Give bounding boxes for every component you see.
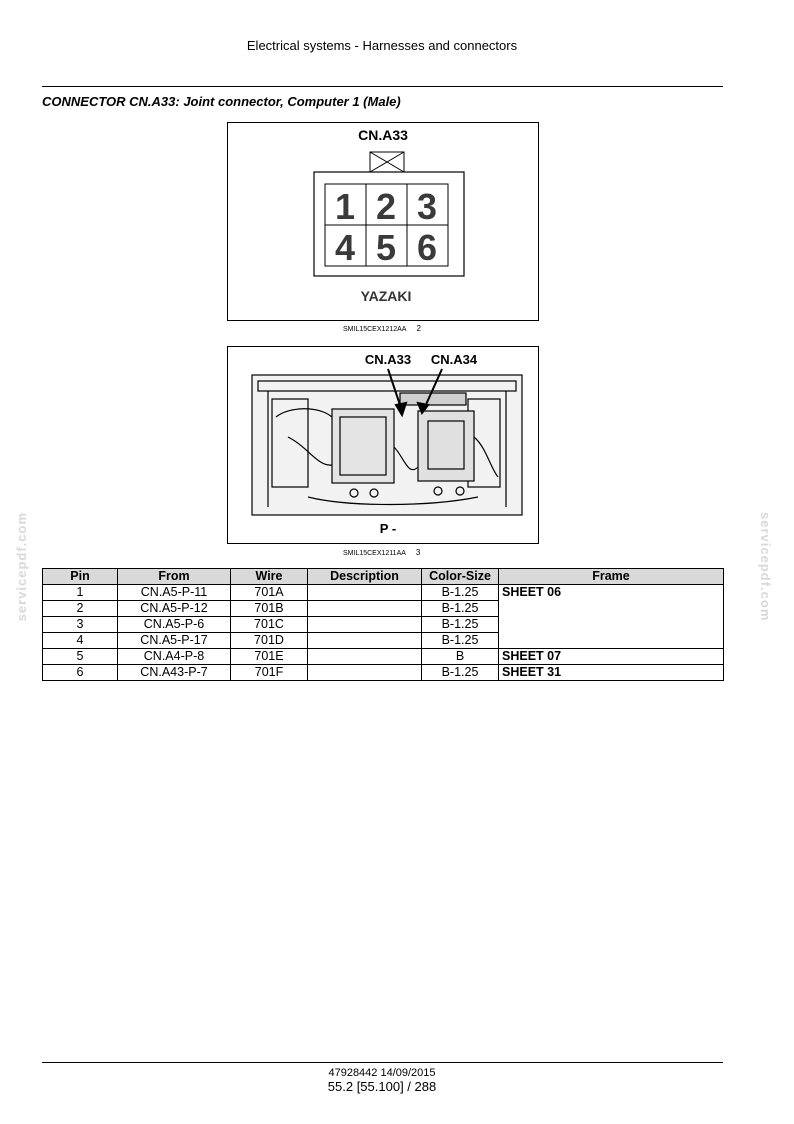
watermark: servicepdf.com [758, 512, 773, 622]
cell-color-size: B-1.25 [422, 633, 499, 649]
cell-from: CN.A5-P-12 [118, 601, 231, 617]
cell-description [308, 601, 422, 617]
column-header-color-size: Color-Size [422, 569, 499, 585]
pin-table [42, 568, 724, 681]
section-title: CONNECTOR CN.A33: Joint connector, Computer 1 (Male) [42, 94, 401, 109]
cell-pin: 3 [43, 617, 118, 633]
cell-description [308, 665, 422, 681]
pin-number: 5 [375, 227, 397, 268]
location-label-cn-a34: CN.A34 [430, 352, 478, 367]
cell-description [308, 649, 422, 665]
cell-color-size: B-1.25 [422, 601, 499, 617]
cell-pin: 6 [43, 665, 118, 681]
cell-pin: 2 [43, 601, 118, 617]
table-row [43, 665, 724, 681]
cell-from: CN.A4-P-8 [118, 649, 231, 665]
cell-from: CN.A5-P-17 [118, 633, 231, 649]
cell-wire: 701E [231, 649, 308, 665]
cell-pin: 4 [43, 633, 118, 649]
table-header-row [43, 569, 724, 585]
column-header-from: From [118, 569, 231, 585]
page-header-title: Electrical systems - Harnesses and connectors [246, 38, 518, 53]
pin-number: 1 [334, 186, 356, 227]
figure-caption [343, 324, 421, 333]
cell-from: CN.A5-P-11 [118, 585, 231, 601]
cell-from: CN.A43-P-7 [118, 665, 231, 681]
footer-doc-code: 47928442 14/09/2015 [328, 1067, 436, 1079]
figure-number: 3 [415, 548, 421, 557]
cell-color-size: B [422, 649, 499, 665]
brand-label: YAZAKI [360, 288, 412, 304]
cell-color-size: B-1.25 [422, 665, 499, 681]
cell-description [308, 585, 422, 601]
location-figure [227, 346, 539, 544]
location-label-ground: P - [379, 521, 397, 536]
column-header-description: Description [308, 569, 422, 585]
figure-code: SMIL15CEX1211AA [343, 550, 406, 557]
cell-color-size: B-1.25 [422, 617, 499, 633]
cell-wire: 701B [231, 601, 308, 617]
connector-diagram [228, 123, 538, 320]
cell-from: CN.A5-P-6 [118, 617, 231, 633]
cell-description [308, 633, 422, 649]
column-header-wire: Wire [231, 569, 308, 585]
location-label-cn-a33: CN.A33 [364, 352, 412, 367]
pin-number: 4 [334, 227, 356, 268]
footer-page-number: 55.2 [55.100] / 288 [327, 1079, 437, 1094]
connector-label: CN.A33 [358, 127, 408, 143]
cell-pin: 5 [43, 649, 118, 665]
pin-number: 6 [416, 227, 438, 268]
cell-pin: 1 [43, 585, 118, 601]
column-header-frame: Frame [499, 569, 724, 585]
cell-frame: SHEET 06 [499, 585, 724, 649]
cell-wire: 701A [231, 585, 308, 601]
figure-caption [343, 548, 420, 557]
location-illustration [228, 347, 538, 543]
cell-frame: SHEET 07 [499, 649, 724, 665]
footer-rule [42, 1062, 723, 1063]
pin-number: 3 [416, 186, 438, 227]
cell-wire: 701D [231, 633, 308, 649]
table-row [43, 649, 724, 665]
connector-figure [227, 122, 539, 321]
watermark: servicepdf.com [14, 512, 29, 622]
cell-wire: 701F [231, 665, 308, 681]
pin-number: 2 [375, 186, 397, 227]
cell-description [308, 617, 422, 633]
figure-number: 2 [416, 324, 421, 333]
figure-code: SMIL15CEX1212AA [343, 326, 407, 333]
column-header-pin: Pin [43, 569, 118, 585]
table-row [43, 585, 724, 601]
cell-frame: SHEET 31 [499, 665, 724, 681]
cell-color-size: B-1.25 [422, 585, 499, 601]
cell-wire: 701C [231, 617, 308, 633]
header-rule [42, 86, 723, 87]
